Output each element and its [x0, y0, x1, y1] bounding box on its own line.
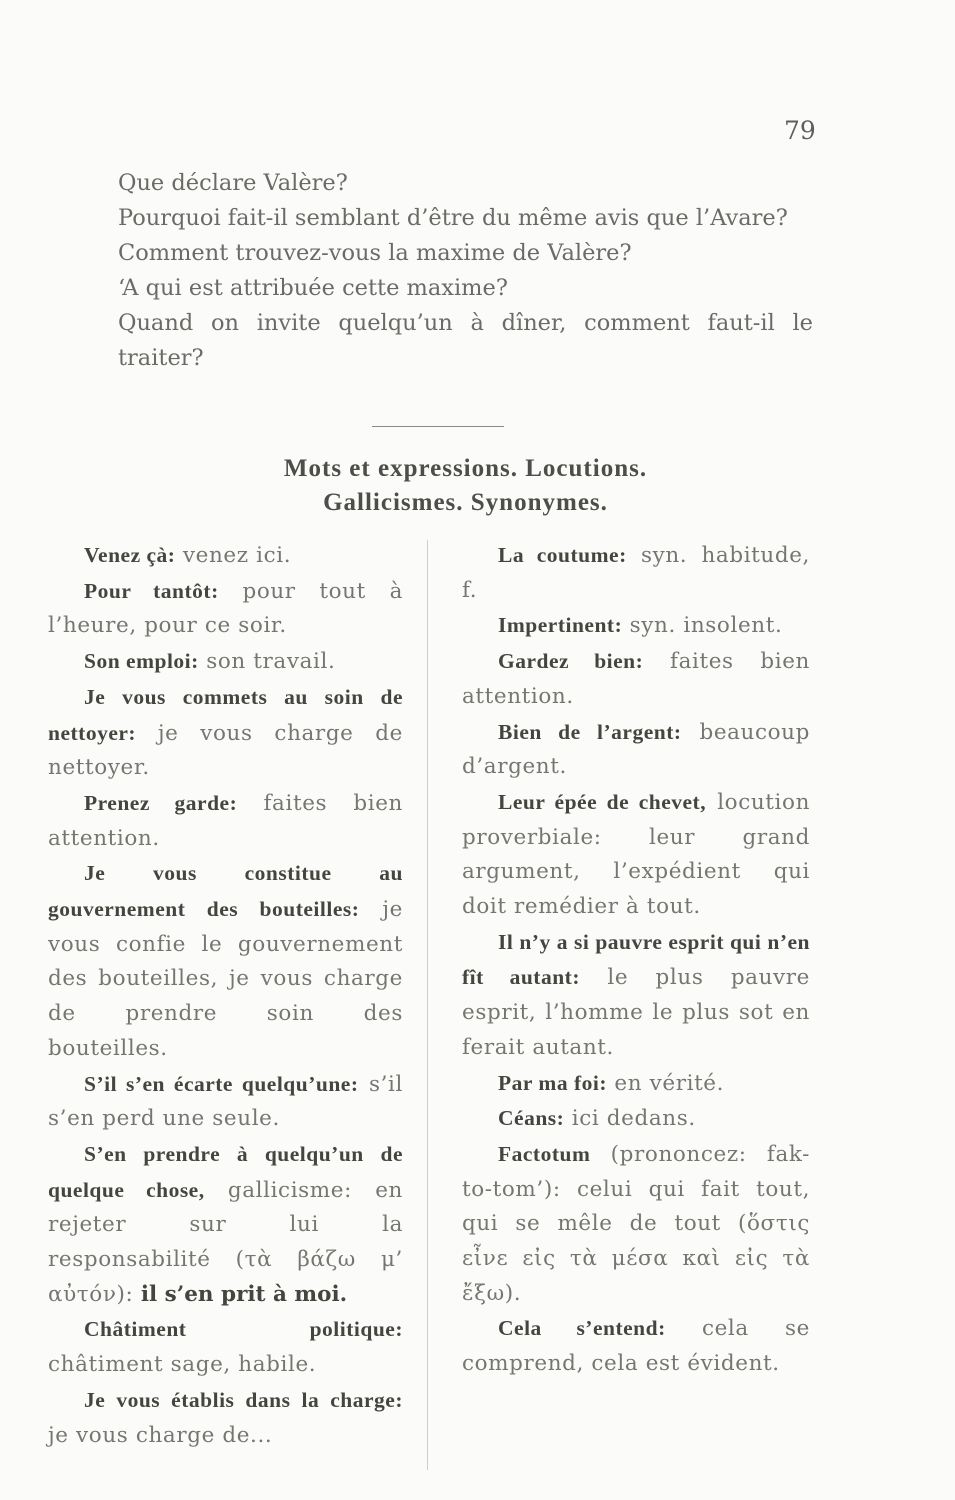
entry-definition: son travail.	[198, 649, 336, 675]
entry-term: S’il s’en écarte quelqu’une:	[84, 1071, 359, 1096]
entry-definition: (prononcez: fak-to-tom’): celui qui fait tout, qui se mêle de tout (ὅστις εἶνε εἰς τὰ μέσα καὶ εἰς τὰ ἔξω).	[462, 1141, 810, 1306]
entry-definition: pour tout à l’heure, pour ce soir.	[48, 578, 403, 639]
entry-definition: s’il s’en perd une seule.	[48, 1071, 403, 1132]
entry-definition: châtiment sage, habile.	[48, 1352, 317, 1378]
vocab-entry	[462, 644, 810, 714]
vocab-entry	[462, 785, 810, 925]
vocab-entry	[48, 786, 403, 856]
entry-definition: je vous charge de...	[48, 1422, 273, 1448]
entry-term: Gardez bien:	[498, 649, 644, 674]
vocab-entry	[48, 538, 403, 574]
entry-definition: cela se comprend, cela est évident.	[462, 1316, 810, 1377]
entry-definition: beaucoup d’argent.	[462, 719, 810, 780]
entry-term: Prenez garde:	[84, 790, 238, 815]
entry-term: Pour tantôt:	[84, 578, 219, 603]
entry-term: Impertinent:	[498, 613, 623, 638]
entry-definition: je vous charge de nettoyer.	[48, 720, 403, 781]
vocab-entry	[462, 1311, 810, 1381]
entry-definition: locution proverbiale: leur grand argument, l’expédient qui doit remédier à tout.	[462, 789, 811, 920]
question-item: Quand on invite quelqu’un à dîner, comment faut-il le traiter?	[118, 310, 813, 371]
question-item: Que déclare Valère?	[118, 170, 348, 196]
entry-term: Leur épée de chevet,	[498, 789, 707, 814]
entry-term: La coutume:	[498, 543, 627, 567]
vocab-entry	[48, 574, 403, 644]
right-column	[462, 538, 810, 1382]
entry-definition: ici dedans.	[564, 1106, 696, 1132]
vocab-entry	[48, 856, 403, 1066]
entry-term: Châtiment politique:	[84, 1317, 403, 1342]
section-title	[118, 452, 813, 520]
entry-term: Bien de l’argent:	[498, 719, 682, 744]
entry-definition: en vérité.	[607, 1070, 725, 1096]
vocab-entry	[48, 1137, 403, 1313]
column-divider	[427, 540, 428, 1470]
entry-term: Venez çà:	[84, 543, 176, 567]
section-title-line1: Mots et expressions. Locutions.	[283, 455, 648, 482]
entry-term: Je vous établis dans la charge:	[84, 1387, 403, 1412]
entry-definition: gallicisme: en rejeter sur lui la responsabilité (τὰ βάζω μ’ αὐτόν):	[48, 1177, 403, 1307]
entry-definition: faites bien attention.	[48, 790, 403, 851]
left-column	[48, 538, 403, 1453]
entry-term: Son emploi:	[84, 649, 199, 674]
vocab-entry	[462, 925, 810, 1066]
entry-term: Il n’y a si pauvre esprit qui n’en fît autant:	[462, 929, 810, 990]
entry-term: Je vous commets au soin de nettoyer:	[48, 684, 403, 745]
entry-definition: syn. insolent.	[622, 613, 783, 639]
entry-term: Cela s’entend:	[498, 1316, 666, 1341]
questions-list	[118, 166, 813, 376]
vocab-entry	[462, 1101, 810, 1137]
entry-term: Céans:	[498, 1106, 565, 1131]
vocab-entry	[48, 1312, 403, 1382]
entry-definition: le plus pauvre esprit, l’homme le plus sot en ferait autant.	[462, 965, 810, 1060]
entry-definition: venez ici.	[175, 543, 292, 568]
vocab-entry	[48, 1383, 403, 1453]
section-title-line2: Gallicismes. Synonymes.	[323, 489, 608, 516]
page-number: 79	[784, 116, 816, 145]
entry-term: Par ma foi:	[498, 1070, 607, 1095]
entry-term: Je vous constitue au gouvernement des bouteilles:	[48, 861, 403, 922]
question-item: Pourquoi fait-il semblant d’être du même avis que l’Avare?	[118, 205, 788, 231]
entry-term: S’en prendre à quelqu’un de quelque chose,	[48, 1141, 403, 1202]
vocab-entry	[48, 680, 403, 786]
vocab-entry	[462, 608, 810, 644]
question-item: Comment trouvez-vous la maxime de Valère?	[118, 240, 632, 266]
question-item: ‘A qui est attribuée cette maxime?	[118, 275, 508, 301]
vocab-entry	[462, 1137, 810, 1312]
entry-term: Factotum	[498, 1141, 591, 1166]
vocab-entry	[48, 1067, 403, 1137]
vocab-entry	[462, 538, 810, 608]
entry-definition: faites bien attention.	[462, 649, 810, 709]
entry-definition: je vous confie le gouvernement des bouteilles, je vous charge de prendre soin des bouteilles.	[48, 897, 403, 1061]
vocab-entry	[462, 1066, 810, 1102]
section-divider	[372, 426, 504, 427]
entry-definition: syn. habitude, f.	[462, 543, 810, 603]
vocab-entry	[462, 715, 810, 785]
entry-example: il s’en prit à moi.	[133, 1281, 348, 1307]
vocab-entry	[48, 644, 403, 680]
